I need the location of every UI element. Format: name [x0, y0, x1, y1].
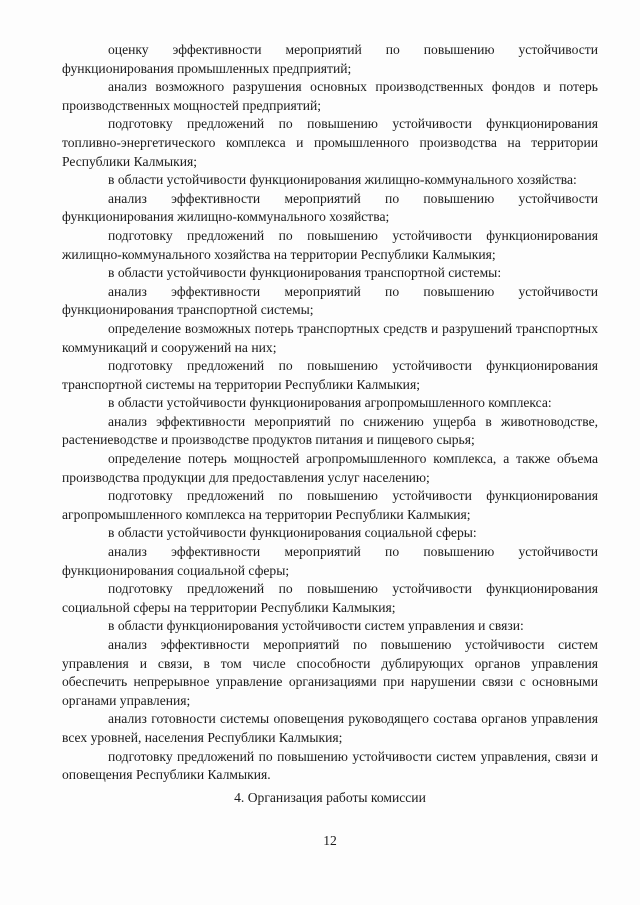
paragraph: анализ эффективности мероприятий по повышению устойчивости функционирования транспортной системы;: [62, 283, 598, 318]
paragraph: в области устойчивости функционирования жилищно-коммунального хозяйства:: [108, 172, 577, 188]
paragraph: анализ эффективности мероприятий по повышению устойчивости функционирования социальной сферы;: [62, 544, 598, 578]
paragraph: подготовку предложений по повышению устойчивости функционирования жилищно-коммунального хозяйства на территории Республики Калмыкия;: [62, 227, 598, 262]
paragraph: анализ эффективности мероприятий по повышению устойчивости функционирования жилищно-коммунального хозяйства;: [62, 190, 598, 225]
paragraph: подготовку предложений по повышению устойчивости функционирования агропромышленного комплекса на территории Республики Калмыкия;: [62, 488, 598, 522]
paragraph: в области устойчивости функционирования агропромышленного комплекса:: [108, 395, 552, 411]
paragraph: подготовку предложений по повышению устойчивости функционирования социальной сферы на территории Республики Калмыкия;: [62, 581, 598, 615]
paragraph: анализ эффективности мероприятий по снижению ущерба в животноводстве, растениеводстве и производстве продуктов питания и пищевого сырья;: [62, 413, 598, 448]
paragraph: определение потерь мощностей агропромышленного комплекса, а также объема производства продукции для предоставления услуг населению;: [62, 451, 598, 485]
page-number: 12: [323, 833, 337, 848]
paragraph: в области устойчивости функционирования социальной сферы:: [108, 525, 477, 541]
paragraph: в области устойчивости функционирования транспортной системы:: [108, 265, 502, 281]
body-text: [62, 41, 598, 785]
paragraph: подготовку предложений по повышению устойчивости систем управления, связи и оповещения Республики Калмыкия.: [62, 748, 598, 783]
paragraph: анализ эффективности мероприятий по повышению устойчивости систем управления и связи, в том числе способности дублирующих органов управления обеспечить непрерывное управление организациями при нарушении связи с основными органами управления;: [62, 637, 598, 708]
paragraph: в области функционирования устойчивости систем управления и связи:: [108, 618, 524, 634]
section-heading: 4. Организация работы комиссии: [234, 790, 426, 805]
paragraph: анализ возможного разрушения основных производственных фондов и потерь производственных мощностей предприятий;: [62, 79, 598, 113]
paragraph: подготовку предложений по повышению устойчивости функционирования топливно-энергетического комплекса и промышленного производства на территории Республики Калмыкия;: [62, 116, 598, 169]
paragraph: подготовку предложений по повышению устойчивости функционирования транспортной системы на территории Республики Калмыкия;: [62, 358, 598, 392]
paragraph: оценку эффективности мероприятий по повышению устойчивости функционирования промышленных предприятий;: [62, 42, 598, 76]
paragraph: анализ готовности системы оповещения руководящего состава органов управления всех уровней, населения Республики Калмыкия;: [62, 711, 598, 745]
paragraph: определение возможных потерь транспортных средств и разрушений транспортных коммуникаций и сооружений на них;: [62, 320, 598, 355]
